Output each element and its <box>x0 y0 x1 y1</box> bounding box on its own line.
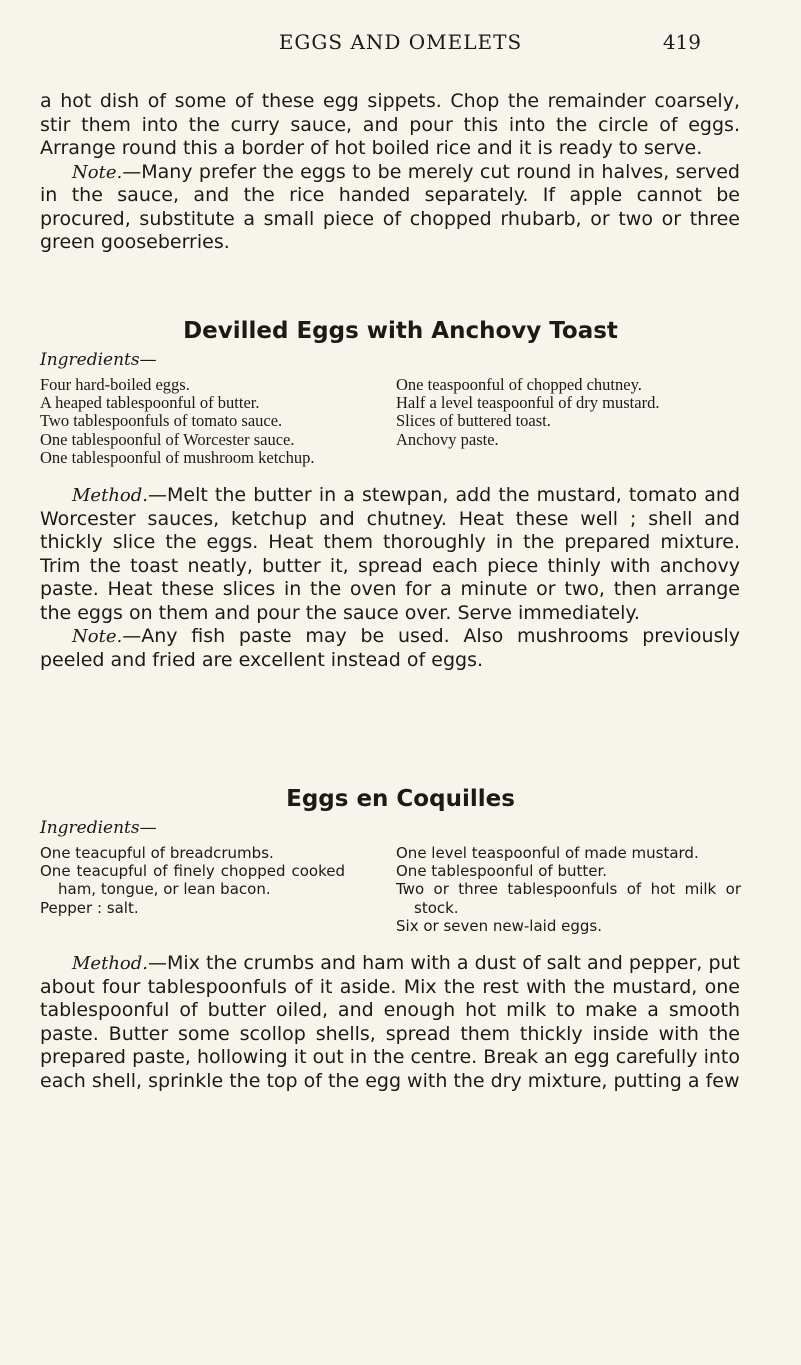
ingredient-item: Pepper : salt. <box>40 898 139 917</box>
running-head: EGGS AND OMELETS <box>278 30 523 54</box>
note-label: Note. <box>72 626 123 647</box>
intro-note <box>40 161 740 255</box>
ingredients-label: Ingredients— <box>40 350 157 370</box>
ingredients-left-column <box>40 844 345 917</box>
ingredient-item: Slices of buttered toast. <box>396 411 551 431</box>
intro-section <box>40 90 740 255</box>
ingredient-item: Four hard-boiled eggs. <box>40 375 190 394</box>
ingredient-item: Two tablespoonfuls of tomato sauce. <box>40 411 283 431</box>
ingredient-item: A heaped tablespoonful of butter. <box>40 393 260 413</box>
ingredient-item: One level teaspoonful of made mustard. <box>396 844 699 862</box>
method-section-eggs-en-coquilles <box>40 952 740 1093</box>
ingredients-label: Ingredients— <box>40 818 157 838</box>
method-label: Method. <box>72 953 148 974</box>
method-text: —Mix the crumbs and ham with a dust of salt and pepper, put about four tablespoonfuls of it aside. Mix the rest with the mustard, one tablespoonful of butter oiled, and enough hot milk to make a smooth paste. Butter some scollop shells, spread them thickly inside with the prepared paste, hollowing it out in the centre. Break an egg carefully into each shell, sprinkle the top of the egg with the dry mixture, putting a few <box>40 952 740 1092</box>
ingredient-item: One tablespoonful of mushroom ketchup. <box>40 447 315 467</box>
note-label: Note. <box>72 161 123 183</box>
note-text: —Many prefer the eggs to be merely cut round in halves, served in the sauce, and the rice handed separately. If apple cannot be procured, substitute a small piece of chopped rhubarb, or two or three green gooseberries. <box>40 160 740 253</box>
ingredient-item: Anchovy paste. <box>396 429 499 449</box>
method-section-devilled-eggs <box>40 484 740 672</box>
note-paragraph <box>40 625 740 672</box>
ingredient-item: Two or three tablespoonfuls of hot milk or stock. <box>396 880 741 917</box>
method-label: Method. <box>72 485 148 506</box>
ingredients-left-column <box>40 376 345 467</box>
method-paragraph <box>40 484 740 625</box>
ingredients-right-column <box>396 844 741 935</box>
ingredient-item: One teacupful of breadcrumbs. <box>40 844 274 862</box>
method-text: —Melt the butter in a stewpan, add the mustard, tomato and Worcester sauces, ketchup and chutney. Heat these well ; shell and thickly slice the eggs. Heat them thoroughly in the prepared mixture. Trim the toast neatly, butter it, spread each piece thinly with anchovy paste. Heat these slices in the oven for a minute or two, then arrange the eggs on them and pour the sauce over. Serve immediately. <box>40 484 740 624</box>
ingredient-item: One teacupful of finely chopped cooked ham, tongue, or lean bacon. <box>40 862 345 899</box>
ingredient-item: One tablespoonful of butter. <box>396 862 608 881</box>
page-number: 419 <box>662 30 701 54</box>
ingredient-item: One tablespoonful of Worcester sauce. <box>40 429 295 449</box>
recipe-title-devilled-eggs: Devilled Eggs with Anchovy Toast <box>183 318 618 344</box>
method-paragraph <box>40 952 740 1093</box>
ingredient-item: Six or seven new-laid eggs. <box>396 916 602 935</box>
note-text: —Any fish paste may be used. Also mushrooms previously peeled and fried are excellent instead of eggs. <box>40 625 740 671</box>
recipe-title-eggs-en-coquilles: Eggs en Coquilles <box>286 786 515 812</box>
ingredient-item: One teaspoonful of chopped chutney. <box>396 375 642 394</box>
intro-paragraph: a hot dish of some of these egg sippets. Chop the remainder coarsely, stir them into the curry sauce, and pour this into the circle of eggs. Arrange round this a border of hot boiled rice and it is ready to serve. <box>40 90 740 159</box>
ingredients-right-column <box>396 376 741 449</box>
ingredient-item: Half a level teaspoonful of dry mustard. <box>396 393 660 413</box>
